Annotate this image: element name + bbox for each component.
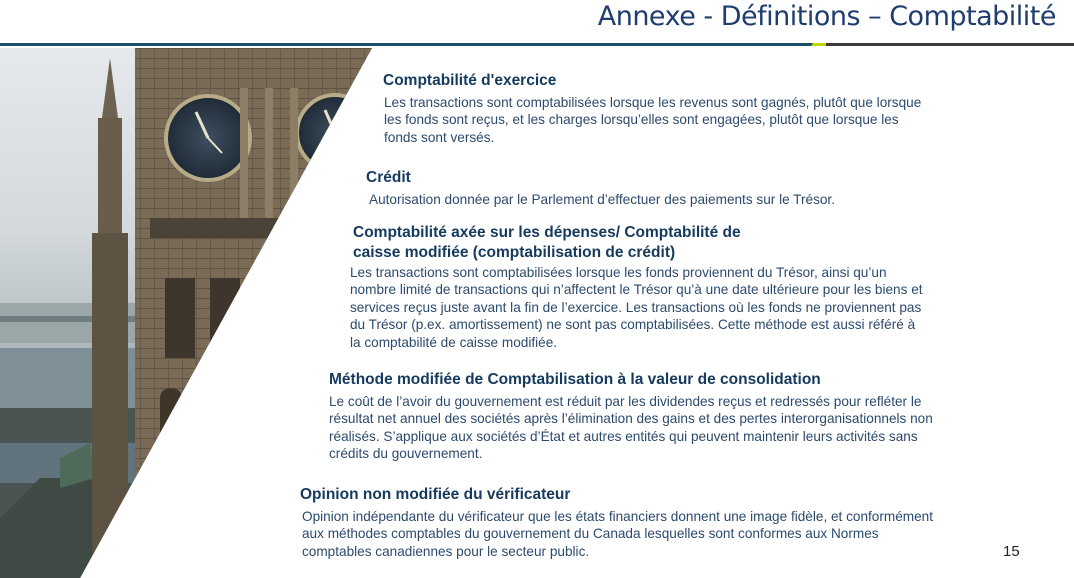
definition-credit [366, 168, 835, 208]
definition-text: aux méthodes comptables du gouvernement du Canada lesquelles sont conformes aux Normes [302, 526, 879, 542]
definition-text: nombre limité de transactions qui n’affectent le Trésor qu’à une date ultérieure pour les biens et [350, 282, 923, 298]
definition-text: Le coût de l’avoir du gouvernement est réduit par les dividendes reçus et redressés pour refléter le [329, 394, 922, 409]
definition-heading: Méthode modifiée de Comptabilisation à la valeur de consolidation [329, 371, 821, 388]
definition-accrual [383, 71, 921, 146]
definition-text: Opinion indépendante du vérificateur que les états financiers donnent une image fidèle, et conformément [302, 509, 934, 524]
definition-unmodified-opinion [300, 485, 933, 560]
definition-text: résultat net annuel des sociétés après l’élimination des gains et des pertes interorganisationnels non [329, 411, 933, 427]
definition-heading: Crédit [366, 169, 411, 186]
definition-text: services reçus juste avant la fin de l’exercice. Les transactions où les fonds ne proviennent pas [350, 299, 922, 315]
definition-text: la comptabilité de caisse modifiée. [350, 334, 558, 350]
definition-text: Les transactions sont comptabilisées lorsque les fonds proviennent du Trésor, ainsi qu’un [350, 265, 887, 280]
definition-text: réalisés. S’applique aux sociétés d’État et autres entités qui peuvent maintenir leurs activités sans [329, 428, 918, 444]
definition-text: du Trésor (p.ex. amortissement) ne sont pas comptabilisées. Cette méthode est aussi référé à [350, 317, 916, 333]
page-number: 15 [1003, 543, 1020, 560]
definition-text: les fonds sont reçus, et les charges lorsqu’elles sont engagées, plutôt que lorsque les [384, 112, 899, 128]
title-rule-dark [826, 43, 1074, 46]
definition-heading: caisse modifiée (comptabilisation de crédit) [353, 244, 676, 261]
definition-expenditure-basis [350, 223, 923, 351]
slide-title: Annexe - Définitions – Comptabilité [597, 1, 1056, 32]
definition-text: comptables canadiennes pour le secteur public. [302, 543, 590, 559]
definition-heading: Comptabilité d'exercice [383, 72, 557, 89]
definition-modified-equity [329, 370, 933, 463]
definition-text: Les transactions sont comptabilisées lorsque les revenus sont gagnés, plutôt que lorsque [384, 95, 922, 110]
definition-text: fonds sont versés. [384, 129, 495, 145]
definition-heading: Opinion non modifiée du vérificateur [300, 486, 571, 503]
title-rule-teal [0, 43, 820, 46]
definition-heading: Comptabilité axée sur les dépenses/ Comptabilité de [353, 224, 741, 241]
definition-text: crédits du gouvernement. [329, 446, 483, 462]
definition-text: Autorisation donnée par le Parlement d’effectuer des paiements sur le Trésor. [369, 192, 835, 207]
